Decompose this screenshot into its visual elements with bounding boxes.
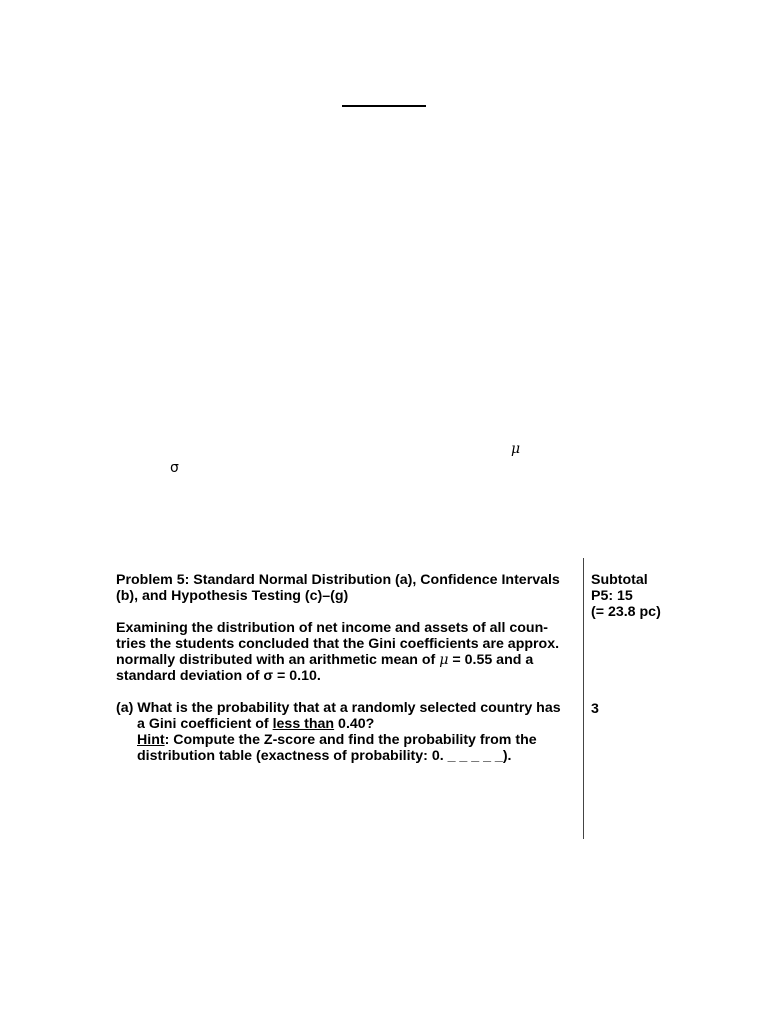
hint-text-1: : Compute the Z-score and find the probability from the — [164, 732, 537, 748]
less-than-underlined: less than — [272, 716, 335, 732]
part-a-line2-suffix: 0.40? — [334, 716, 375, 732]
stray-sigma-symbol: σ — [170, 460, 179, 476]
part-a-points — [591, 701, 711, 717]
subtotal-percent: (= 23.8 pc) — [591, 604, 661, 620]
hint-line-2: distribution table (exactness of probability: 0. _ _ _ _ _). — [137, 748, 512, 764]
part-a-points-value: 3 — [591, 701, 599, 717]
problem-5-block — [116, 572, 578, 764]
intro-line-3-start: normally distributed with an arithmetic mean of — [116, 652, 440, 668]
part-a-question-line-1: (a) What is the probability that at a randomly selected country has — [116, 700, 561, 716]
subtotal-value: P5: 15 — [591, 588, 633, 604]
column-divider — [583, 558, 584, 839]
part-a-question-line-2 — [116, 716, 578, 732]
intro-line-2: tries the students concluded that the Gini coefficients are approx. — [116, 636, 560, 652]
stray-mu-symbol: μ — [511, 441, 521, 457]
header-rule — [342, 105, 426, 107]
intro-line-4: standard deviation of σ = 0.10. — [116, 668, 321, 684]
subtotal-block — [591, 572, 711, 620]
mu-symbol: μ — [439, 652, 449, 668]
subtotal-label: Subtotal — [591, 572, 648, 588]
part-a-line2-prefix: a Gini coefficient of — [137, 716, 273, 732]
intro-line-3-end: = 0.55 and a — [448, 652, 534, 668]
hint-line-1 — [116, 732, 578, 748]
problem-title-line-1: Problem 5: Standard Normal Distribution (a), Confidence Intervals — [116, 572, 560, 588]
problem-title-line-2: (b), and Hypothesis Testing (c)–(g) — [116, 588, 349, 604]
intro-line-3 — [116, 652, 578, 668]
intro-line-1: Examining the distribution of net income and assets of all coun- — [116, 620, 548, 636]
hint-label: Hint — [137, 732, 165, 748]
